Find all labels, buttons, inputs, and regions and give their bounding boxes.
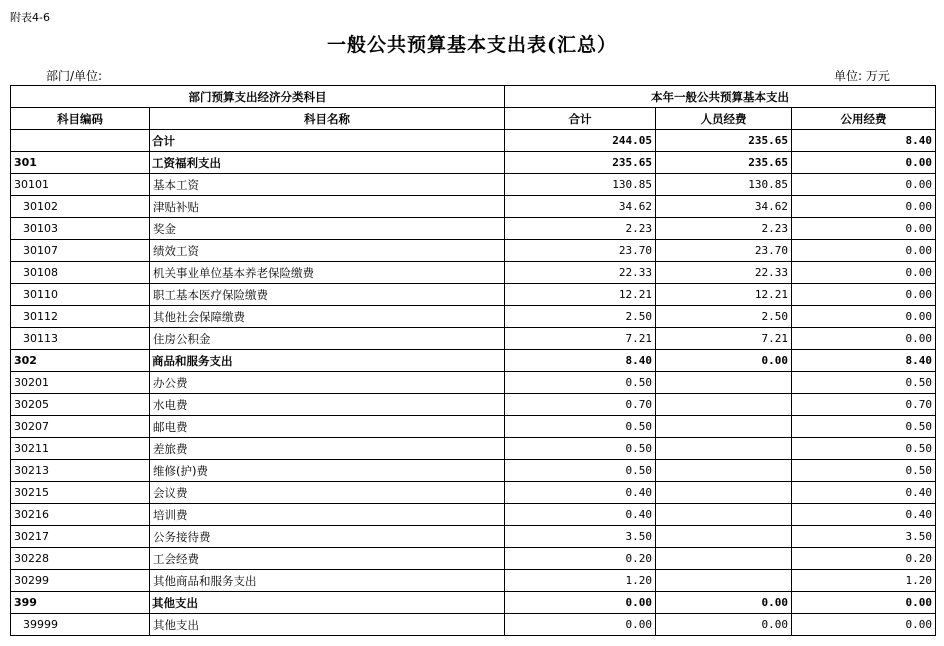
public-cell: 0.70 — [792, 394, 936, 416]
public-cell: 0.00 — [792, 174, 936, 196]
table-row — [11, 570, 936, 592]
table-row — [11, 196, 936, 218]
public-cell: 0.00 — [792, 262, 936, 284]
personnel-cell: 7.21 — [656, 328, 792, 350]
total-cell: 244.05 — [505, 130, 656, 152]
code-cell: 30228 — [11, 548, 150, 570]
total-cell: 0.40 — [505, 504, 656, 526]
table-row — [11, 504, 936, 526]
table-row — [11, 394, 936, 416]
personnel-cell — [656, 372, 792, 394]
total-cell: 2.23 — [505, 218, 656, 240]
personnel-cell — [656, 504, 792, 526]
total-cell: 22.33 — [505, 262, 656, 284]
table-row — [11, 240, 936, 262]
public-cell: 0.20 — [792, 548, 936, 570]
code-cell: 30112 — [11, 306, 150, 328]
name-cell: 职工基本医疗保险缴费 — [150, 284, 505, 306]
personnel-cell: 2.23 — [656, 218, 792, 240]
code-cell: 30216 — [11, 504, 150, 526]
table-row — [11, 614, 936, 636]
personnel-cell: 22.33 — [656, 262, 792, 284]
total-cell: 0.20 — [505, 548, 656, 570]
name-cell: 其他支出 — [150, 592, 505, 614]
table-row — [11, 306, 936, 328]
personnel-cell: 235.65 — [656, 152, 792, 174]
code-cell — [11, 130, 150, 152]
total-cell: 235.65 — [505, 152, 656, 174]
public-cell: 0.40 — [792, 482, 936, 504]
name-cell: 邮电费 — [150, 416, 505, 438]
unit-label: 单位: 万元 — [834, 69, 890, 83]
page-title: 一般公共预算基本支出表(汇总） — [327, 34, 617, 56]
code-cell: 30213 — [11, 460, 150, 482]
personnel-cell — [656, 438, 792, 460]
personnel-cell: 23.70 — [656, 240, 792, 262]
name-cell: 维修(护)费 — [150, 460, 505, 482]
personnel-cell — [656, 416, 792, 438]
table-row — [11, 482, 936, 504]
code-cell: 399 — [11, 592, 150, 614]
public-cell: 0.00 — [792, 306, 936, 328]
col-header-personnel: 人员经费 — [656, 108, 792, 130]
public-cell: 0.00 — [792, 240, 936, 262]
code-cell: 30107 — [11, 240, 150, 262]
total-cell: 34.62 — [505, 196, 656, 218]
table-body — [11, 130, 936, 636]
personnel-cell — [656, 570, 792, 592]
personnel-cell — [656, 460, 792, 482]
table-row — [11, 438, 936, 460]
table-row — [11, 328, 936, 350]
personnel-cell: 12.21 — [656, 284, 792, 306]
table-row — [11, 218, 936, 240]
total-cell: 23.70 — [505, 240, 656, 262]
col-header-code: 科目编码 — [11, 108, 150, 130]
code-cell: 30102 — [11, 196, 150, 218]
total-cell: 7.21 — [505, 328, 656, 350]
col-header-name: 科目名称 — [150, 108, 505, 130]
personnel-cell — [656, 548, 792, 570]
name-cell: 其他支出 — [150, 614, 505, 636]
name-cell: 差旅费 — [150, 438, 505, 460]
table-row — [11, 174, 936, 196]
total-cell: 0.50 — [505, 460, 656, 482]
name-cell: 办公费 — [150, 372, 505, 394]
public-cell: 0.50 — [792, 372, 936, 394]
total-cell: 0.00 — [505, 592, 656, 614]
total-cell: 0.50 — [505, 438, 656, 460]
public-cell: 8.40 — [792, 350, 936, 372]
total-cell: 8.40 — [505, 350, 656, 372]
table-row — [11, 152, 936, 174]
table-row — [11, 130, 936, 152]
name-cell: 津贴补贴 — [150, 196, 505, 218]
header-group-row — [11, 86, 936, 108]
header-basic-expenditure: 本年一般公共预算基本支出 — [505, 86, 936, 108]
name-cell: 合计 — [150, 130, 505, 152]
public-cell: 0.00 — [792, 284, 936, 306]
code-cell: 39999 — [11, 614, 150, 636]
total-cell: 0.70 — [505, 394, 656, 416]
personnel-cell: 2.50 — [656, 306, 792, 328]
table-row — [11, 284, 936, 306]
col-header-total: 合计 — [505, 108, 656, 130]
public-cell: 8.40 — [792, 130, 936, 152]
public-cell: 0.00 — [792, 328, 936, 350]
code-cell: 30101 — [11, 174, 150, 196]
name-cell: 公务接待费 — [150, 526, 505, 548]
code-cell: 30201 — [11, 372, 150, 394]
personnel-cell — [656, 482, 792, 504]
table-row — [11, 548, 936, 570]
header-column-row — [11, 108, 936, 130]
table-row — [11, 416, 936, 438]
public-cell: 0.50 — [792, 416, 936, 438]
table-row — [11, 372, 936, 394]
total-cell: 0.00 — [505, 614, 656, 636]
table-row — [11, 262, 936, 284]
name-cell: 工资福利支出 — [150, 152, 505, 174]
code-cell: 30299 — [11, 570, 150, 592]
name-cell: 其他社会保障缴费 — [150, 306, 505, 328]
table-row — [11, 460, 936, 482]
total-cell: 0.50 — [505, 372, 656, 394]
name-cell: 商品和服务支出 — [150, 350, 505, 372]
code-cell: 30113 — [11, 328, 150, 350]
name-cell: 其他商品和服务支出 — [150, 570, 505, 592]
public-cell: 0.40 — [792, 504, 936, 526]
name-cell: 绩效工资 — [150, 240, 505, 262]
code-cell: 30217 — [11, 526, 150, 548]
code-cell: 30205 — [11, 394, 150, 416]
table-row — [11, 526, 936, 548]
total-cell: 1.20 — [505, 570, 656, 592]
name-cell: 基本工资 — [150, 174, 505, 196]
public-cell: 0.00 — [792, 218, 936, 240]
personnel-cell: 0.00 — [656, 614, 792, 636]
public-cell: 0.00 — [792, 614, 936, 636]
public-cell: 3.50 — [792, 526, 936, 548]
personnel-cell: 0.00 — [656, 350, 792, 372]
name-cell: 培训费 — [150, 504, 505, 526]
public-cell: 0.50 — [792, 460, 936, 482]
personnel-cell: 0.00 — [656, 592, 792, 614]
total-cell: 130.85 — [505, 174, 656, 196]
code-cell: 30110 — [11, 284, 150, 306]
name-cell: 住房公积金 — [150, 328, 505, 350]
header-economic-classification: 部门预算支出经济分类科目 — [11, 86, 505, 108]
code-cell: 30215 — [11, 482, 150, 504]
col-header-public: 公用经费 — [792, 108, 936, 130]
name-cell: 会议费 — [150, 482, 505, 504]
total-cell: 3.50 — [505, 526, 656, 548]
code-cell: 30211 — [11, 438, 150, 460]
public-cell: 0.00 — [792, 196, 936, 218]
personnel-cell: 130.85 — [656, 174, 792, 196]
budget-table — [10, 85, 936, 636]
personnel-cell: 34.62 — [656, 196, 792, 218]
name-cell: 奖金 — [150, 218, 505, 240]
total-cell: 0.40 — [505, 482, 656, 504]
personnel-cell: 235.65 — [656, 130, 792, 152]
name-cell: 机关事业单位基本养老保险缴费 — [150, 262, 505, 284]
personnel-cell — [656, 526, 792, 548]
code-cell: 301 — [11, 152, 150, 174]
total-cell: 12.21 — [505, 284, 656, 306]
public-cell: 0.00 — [792, 592, 936, 614]
public-cell: 0.50 — [792, 438, 936, 460]
code-cell: 30207 — [11, 416, 150, 438]
total-cell: 0.50 — [505, 416, 656, 438]
department-label: 部门/单位: — [46, 69, 103, 83]
code-cell: 30108 — [11, 262, 150, 284]
public-cell: 1.20 — [792, 570, 936, 592]
public-cell: 0.00 — [792, 152, 936, 174]
code-cell: 302 — [11, 350, 150, 372]
personnel-cell — [656, 394, 792, 416]
table-row — [11, 592, 936, 614]
code-cell: 30103 — [11, 218, 150, 240]
table-row — [11, 350, 936, 372]
attachment-label: 附表4-6 — [10, 11, 50, 24]
name-cell: 水电费 — [150, 394, 505, 416]
total-cell: 2.50 — [505, 306, 656, 328]
name-cell: 工会经费 — [150, 548, 505, 570]
